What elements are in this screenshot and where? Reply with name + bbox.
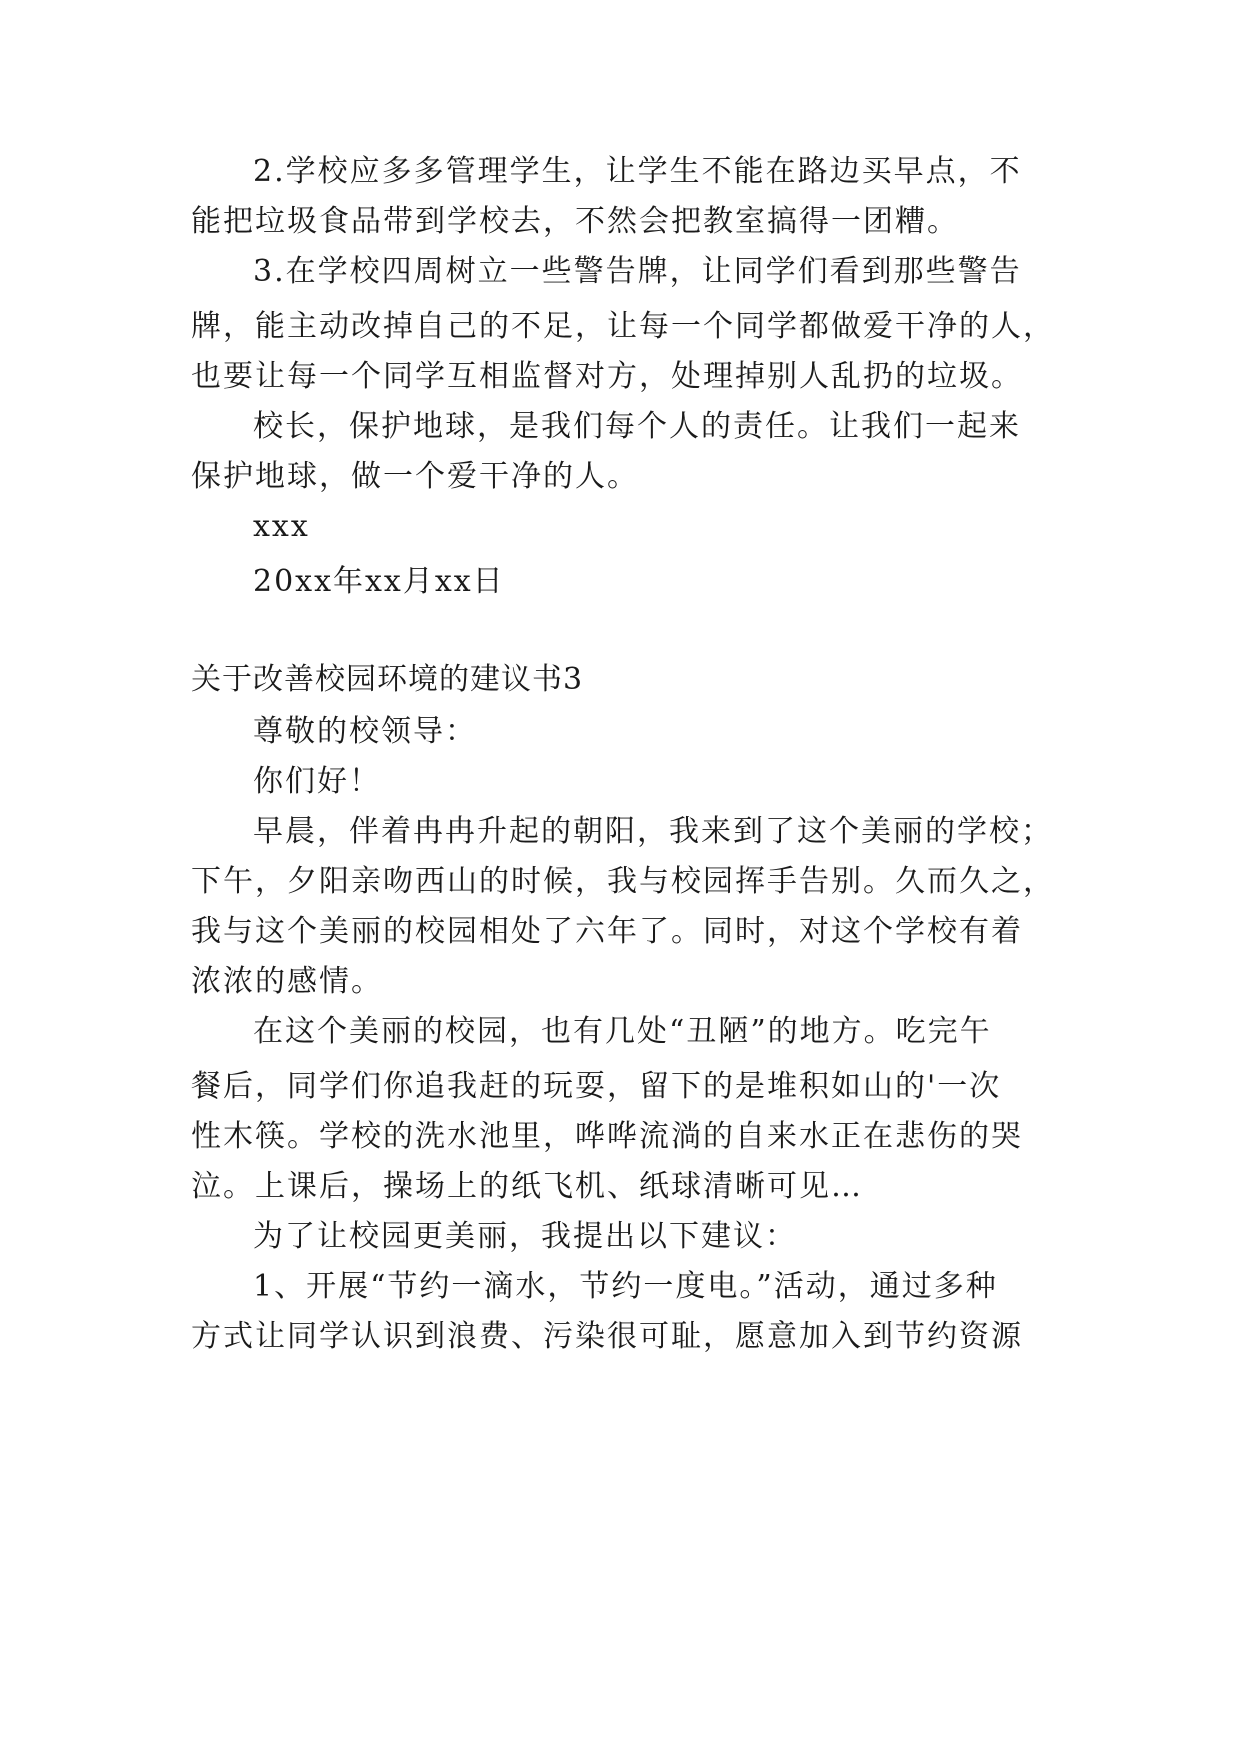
paragraph-line: 餐后，同学们你追我赶的玩耍，留下的是堆积如山的'一次 xyxy=(191,1069,1002,1104)
salutation: 尊敬的校领导： xyxy=(253,714,477,749)
paragraph-line: 也要让每一个同学互相监督对方，处理掉别人乱扔的垃圾。 xyxy=(191,359,1023,394)
greeting: 你们好！ xyxy=(253,764,381,799)
section-title: 关于改善校园环境的建议书3 xyxy=(191,662,584,697)
paragraph-line: 早晨，伴着冉冉升起的朝阳，我来到了这个美丽的学校； xyxy=(253,814,1053,849)
paragraph-line: 能把垃圾食品带到学校去，不然会把教室搞得一团糟。 xyxy=(191,204,959,239)
paragraph-line: 校长，保护地球，是我们每个人的责任。让我们一起来 xyxy=(253,409,1021,444)
paragraph-line: 保护地球，做一个爱干净的人。 xyxy=(191,459,639,494)
paragraph-line: 2.学校应多多管理学生，让学生不能在路边买早点，不 xyxy=(253,154,1022,189)
paragraph-line: 方式让同学认识到浪费、污染很可耻，愿意加入到节约资源 xyxy=(191,1319,1023,1354)
paragraph-line: 性木筷。学校的洗水池里，哗哗流淌的自来水正在悲伤的哭 xyxy=(191,1119,1023,1154)
signature-name: xxx xyxy=(253,509,310,544)
paragraph-line: 泣。上课后，操场上的纸飞机、纸球清晰可见… xyxy=(191,1169,863,1204)
paragraph-line: 下午，夕阳亲吻西山的时候，我与校园挥手告别。久而久之， xyxy=(191,864,1055,899)
paragraph-line: 3.在学校四周树立一些警告牌，让同学们看到那些警告 xyxy=(253,254,1022,289)
paragraph-line: 牌，能主动改掉自己的不足，让每一个同学都做爱干净的人， xyxy=(191,309,1055,344)
signature-date: 20xx年xx月xx日 xyxy=(253,564,505,599)
paragraph-line: 在这个美丽的校园，也有几处“丑陋”的地方。吃完午 xyxy=(253,1014,992,1049)
paragraph-line: 为了让校园更美丽，我提出以下建议： xyxy=(253,1219,797,1254)
paragraph-line: 浓浓的感情。 xyxy=(191,964,383,999)
paragraph-line: 我与这个美丽的校园相处了六年了。同时，对这个学校有着 xyxy=(191,914,1023,949)
paragraph-line: 1、开展“节约一滴水，节约一度电。”活动，通过多种 xyxy=(253,1269,998,1304)
